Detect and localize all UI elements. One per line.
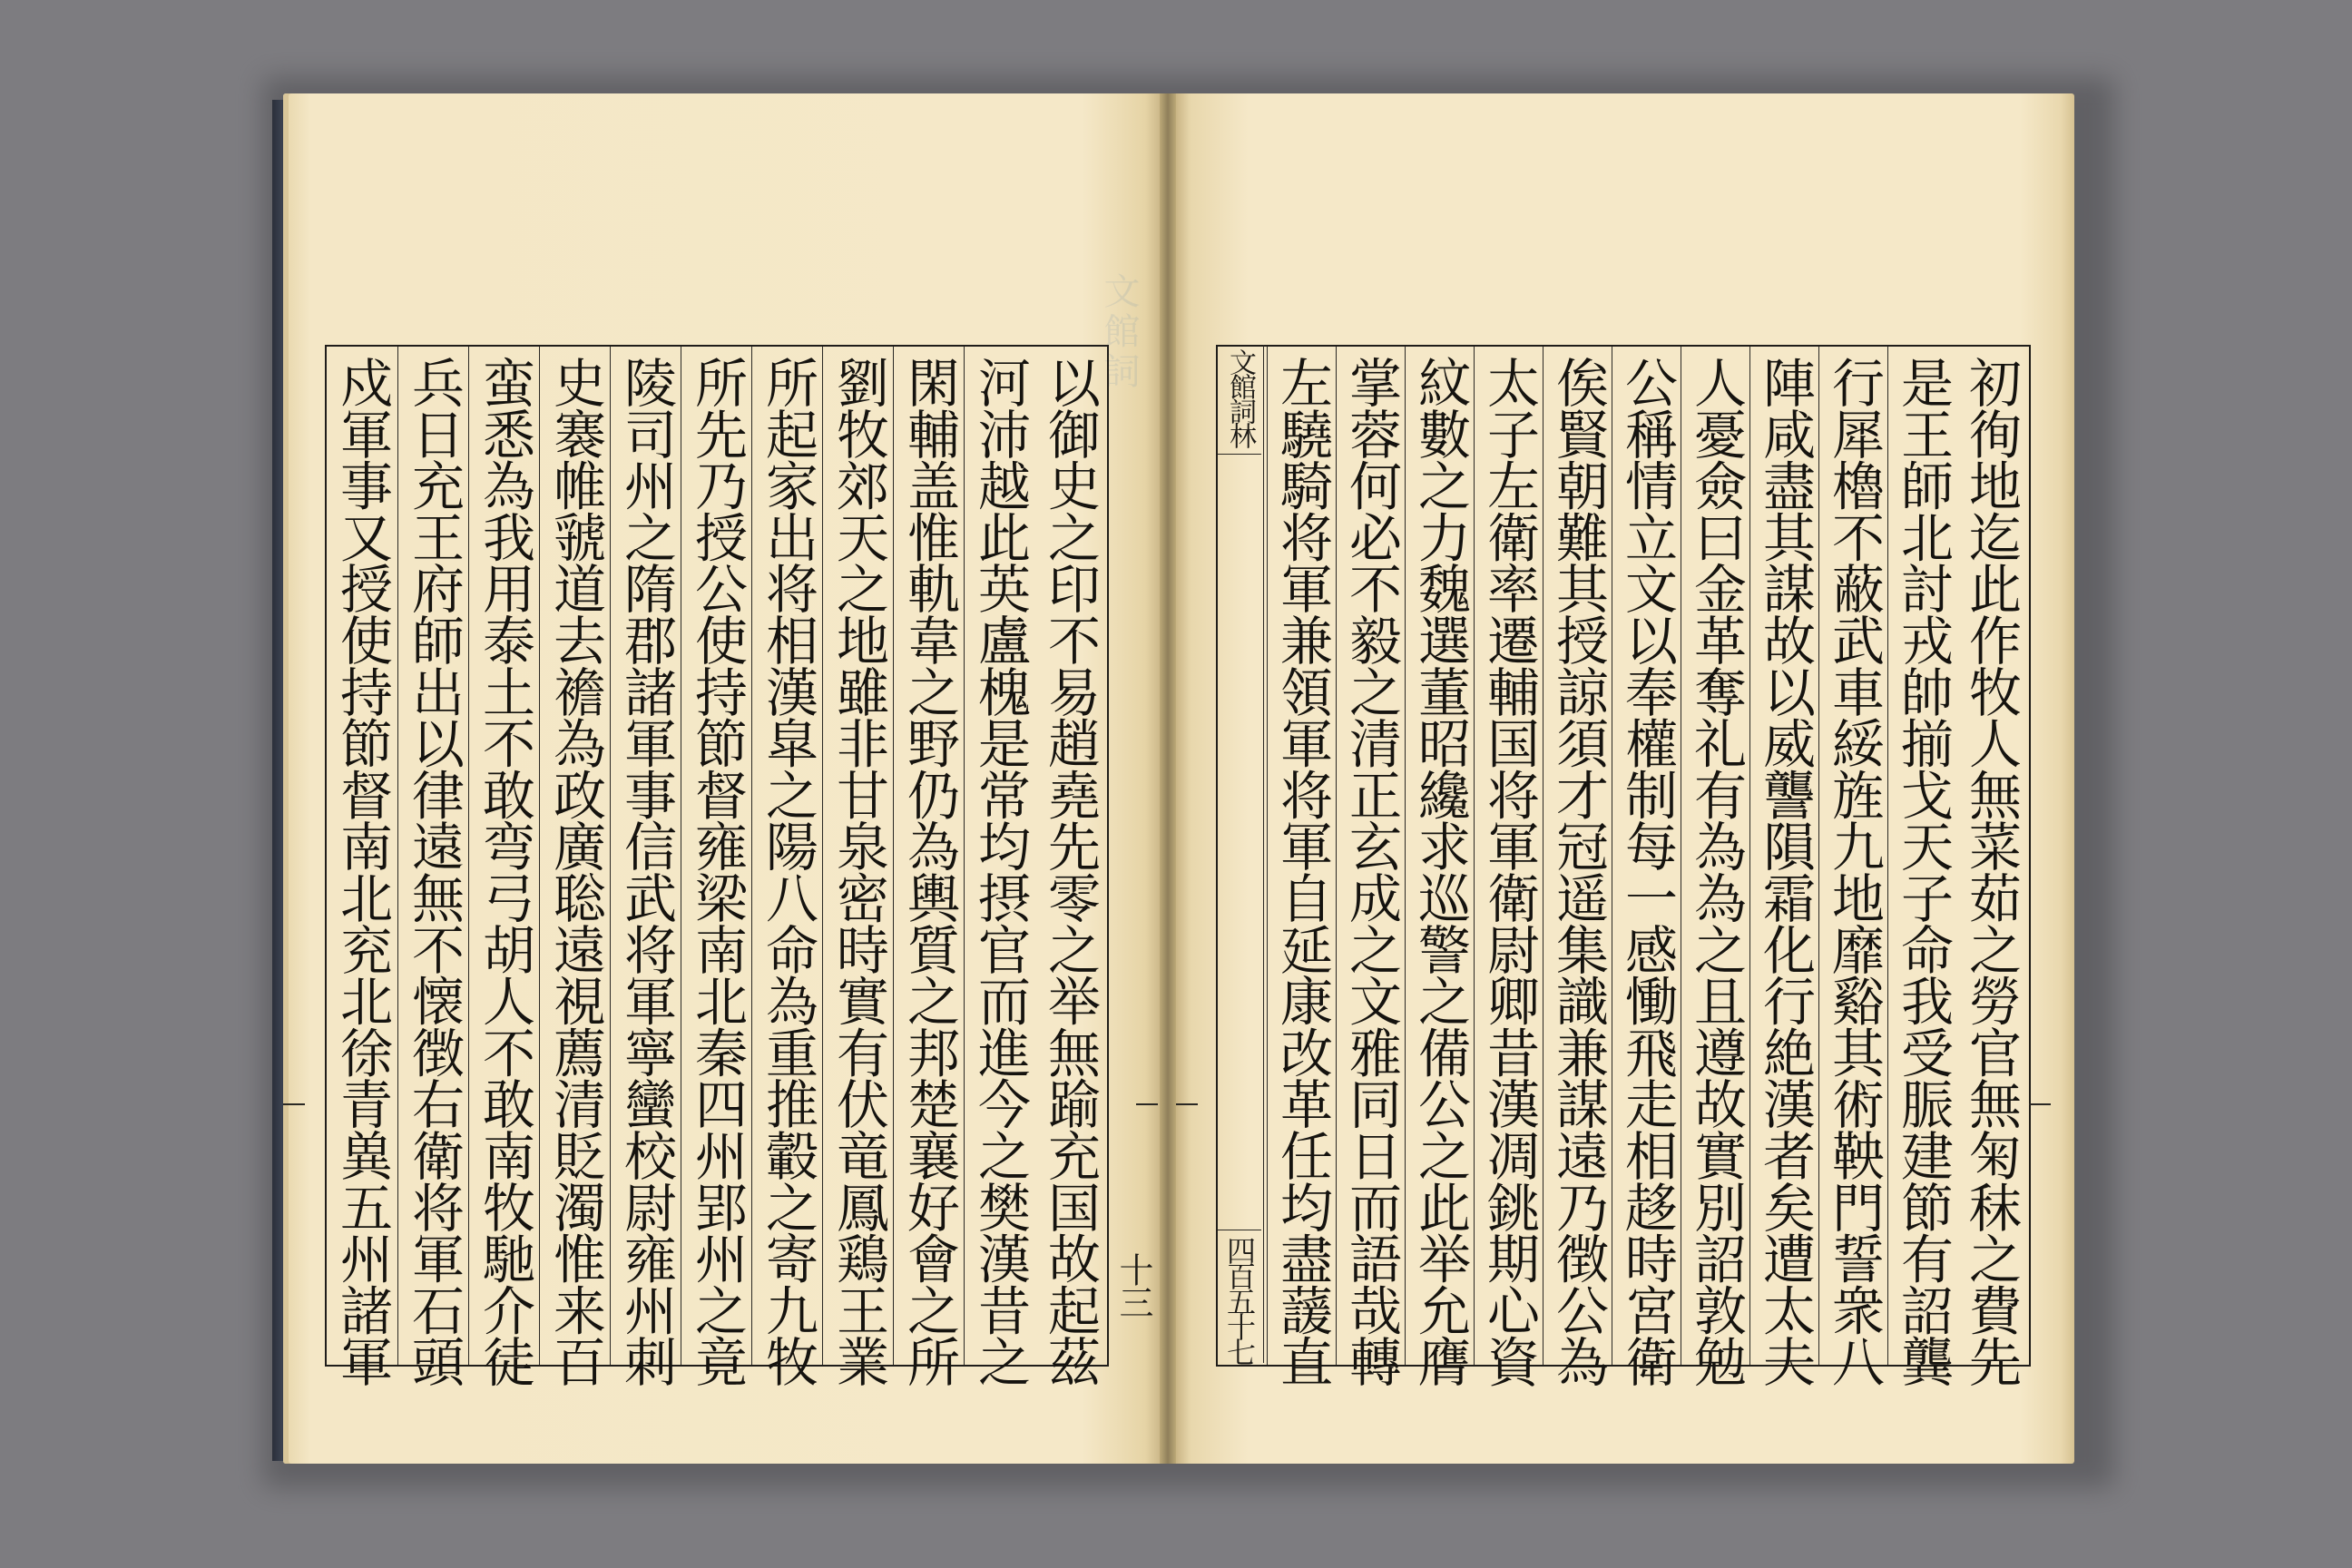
column-text: 兵日充王府師出以律遠無不懐徴右衛将軍石頭 <box>403 356 465 1387</box>
text-column <box>397 347 469 1387</box>
text-column <box>1956 347 2025 1387</box>
column-text: 公稱情立文以奉權制每一感慟飛走相趍時宮衛 <box>1616 356 1678 1387</box>
text-column <box>1681 347 1750 1387</box>
text-column <box>468 347 540 1387</box>
column-text: 河沛越此英盧槐是常均摂官而進今之樊漢昔之 <box>969 356 1031 1387</box>
column-text: 左驍騎将軍兼領軍将軍自延康改革任均盡蘐直 <box>1271 356 1333 1387</box>
column-text: 初徇地迄此作牧人無菜茹之勞官無匊秣之費先 <box>1960 356 2022 1387</box>
collection-title-text: 文館詞林 <box>1224 348 1256 446</box>
column-text: 史褰帷虢道去襜為政廣聡遠視薦清貶濁惟来百 <box>544 356 606 1387</box>
column-text: 人憂僉曰金革奪礼有為為之且遵故實別詔敦勉 <box>1685 356 1747 1387</box>
column-text: 蛮悉為我用泰土不敢弯弓胡人不敢南牧馳介徒 <box>474 356 535 1387</box>
fold-tick-right-inner <box>1176 1103 1198 1105</box>
text-column <box>1887 347 1957 1387</box>
column-text: 陣咸盡其謀故以威讋隕霜化行絶漢者矣遭太夫 <box>1754 356 1816 1387</box>
right-page-number <box>1218 1230 1261 1364</box>
text-column <box>1405 347 1475 1387</box>
left-text-frame <box>325 345 1109 1387</box>
fold-tick-center <box>1136 1103 1158 1105</box>
column-text: 所先乃授公使持節督雍梁南北秦四州郢州之竟 <box>686 356 748 1387</box>
column-text: 紋數之力魏選董昭纔求巡警之備公之此举允膺 <box>1409 356 1471 1387</box>
column-text: 行犀櫓不蔽武車綏旌九地靡谿其術鞅門誓衆八 <box>1823 356 1885 1387</box>
text-column <box>1749 347 1819 1387</box>
text-column <box>1474 347 1544 1387</box>
text-column <box>1612 347 1681 1387</box>
text-column <box>964 347 1035 1387</box>
text-column <box>1336 347 1406 1387</box>
book-gutter <box>1160 93 1176 1464</box>
text-column <box>610 347 681 1387</box>
text-column <box>822 347 894 1387</box>
text-column <box>893 347 965 1387</box>
fold-tick-left <box>283 1103 305 1105</box>
column-text: 俟賢朝難其授諒須才冠遥集識兼謀遠乃徴公為 <box>1547 356 1609 1387</box>
text-column <box>1818 347 1888 1387</box>
right-text-frame <box>1216 345 2031 1387</box>
collection-title <box>1218 345 1261 455</box>
column-text: 以御史之印不易趙堯先零之举無踰充国故起茲 <box>1039 356 1101 1387</box>
column-text: 閑輔盖惟軌韋之野仍為輿質之邦楚襄好會之所 <box>898 356 960 1387</box>
text-column <box>1267 347 1337 1387</box>
text-column <box>539 347 611 1387</box>
fold-tick-right <box>2029 1103 2051 1105</box>
text-column <box>327 347 397 1387</box>
margin-header <box>1216 345 1264 1363</box>
text-column <box>1543 347 1612 1387</box>
column-text: 掌蓉何必不毅之清正玄成之文雅同日而語哉轉 <box>1340 356 1402 1387</box>
column-text: 戍軍事又授使持節督南北兖北徐青兾五州諸軍 <box>331 356 393 1387</box>
left-page-number: 十三 <box>1113 1252 1153 1318</box>
column-text: 劉牧郊天之地雖非甘泉密時實有伏竜鳳鶏王業 <box>828 356 889 1387</box>
text-column <box>681 347 752 1387</box>
column-text: 是王師北討戎帥揃戈天子命我受脤建節有詔龔 <box>1892 356 1954 1387</box>
text-column <box>1034 347 1105 1387</box>
text-column <box>751 347 823 1387</box>
column-text: 陵司州之隋郡諸軍事信武将軍寧蠻校尉雍州刺 <box>615 356 677 1387</box>
column-text: 所起家出将相漢皐之陽八命為重推轂之寄九牧 <box>757 356 818 1387</box>
right-page-number-text: 四百五十七 <box>1222 1236 1257 1363</box>
show-through-mark: 文館詞 <box>1098 272 1140 392</box>
column-text: 太子左衛率遷輔国将軍衛尉卿昔漢凋銚期心資 <box>1478 356 1540 1387</box>
